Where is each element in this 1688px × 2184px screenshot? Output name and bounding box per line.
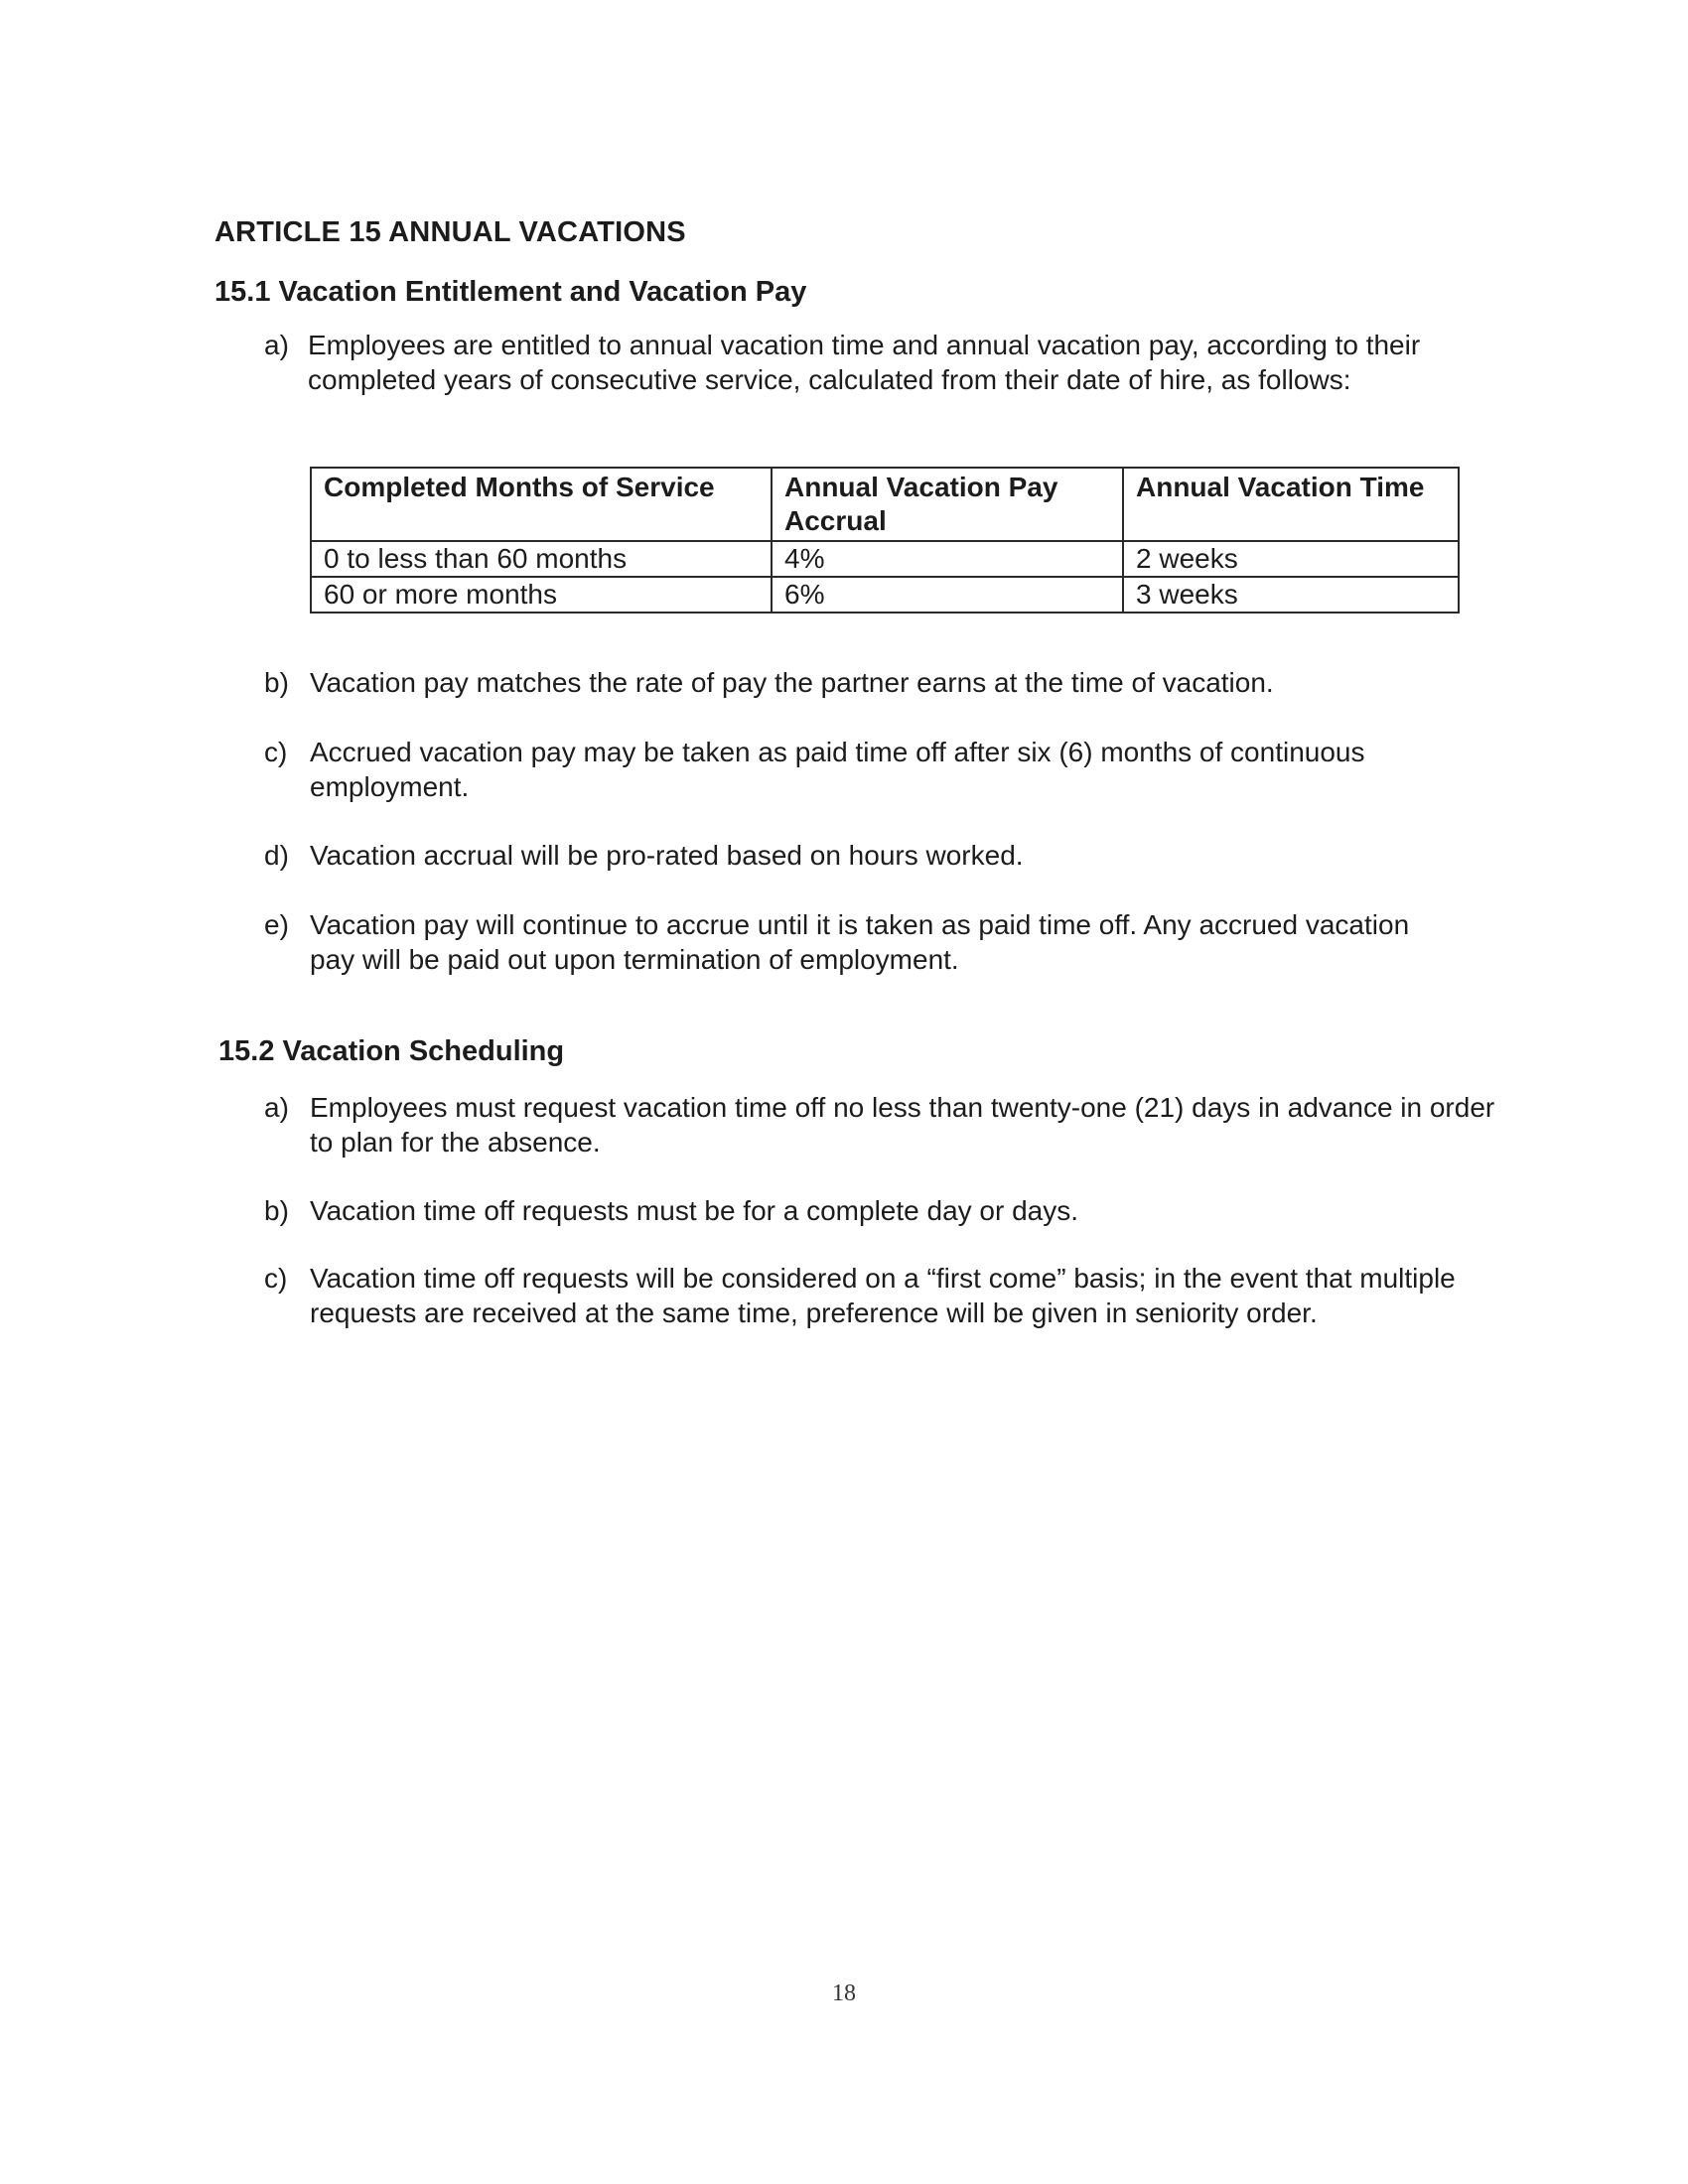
list-item bbox=[264, 1193, 1485, 1228]
list-item-text: Vacation time off requests will be considered on a “first come” basis; in the event that multiple requests are received at the same time, preference will be given in seniority order. bbox=[310, 1263, 1456, 1328]
table-row bbox=[311, 541, 1459, 577]
section-title-15-1: 15.1 Vacation Entitlement and Vacation Pay bbox=[214, 276, 807, 308]
list-item bbox=[264, 1261, 1485, 1330]
table-header-row bbox=[311, 468, 1459, 541]
table-cell: 60 or more months bbox=[311, 577, 772, 613]
list-item-text: Employees must request vacation time off no less than twenty-one (21) days in advance in order to plan for the absence. bbox=[310, 1092, 1495, 1158]
list-marker: c) bbox=[264, 1263, 288, 1294]
page-number: 18 bbox=[832, 1980, 856, 2006]
table-cell: 3 weeks bbox=[1123, 577, 1459, 613]
list-marker: a) bbox=[264, 330, 289, 360]
list-marker: d) bbox=[264, 840, 289, 871]
table-cell: 0 to less than 60 months bbox=[311, 541, 772, 577]
list-item-text: Vacation pay will continue to accrue until it is taken as paid time off. Any accrued vacation pay will be paid out upon termination of employment. bbox=[310, 909, 1410, 975]
table-header-cell: Annual Vacation Pay Accrual bbox=[772, 468, 1123, 541]
list-item bbox=[264, 838, 1485, 873]
table-row bbox=[311, 577, 1459, 613]
vacation-table bbox=[310, 467, 1460, 614]
list-item bbox=[264, 328, 1485, 397]
list-marker: b) bbox=[264, 1195, 289, 1226]
list-item-text: Vacation pay matches the rate of pay the partner earns at the time of vacation. bbox=[310, 667, 1274, 698]
list-marker: a) bbox=[264, 1092, 289, 1123]
list-item-text: Employees are entitled to annual vacation time and annual vacation pay, according to their completed years of consecutive service, calculated from their date of hire, as follows: bbox=[308, 330, 1421, 395]
table-cell: 2 weeks bbox=[1123, 541, 1459, 577]
list-item-text: Accrued vacation pay may be taken as paid time off after six (6) months of continuous employment. bbox=[310, 737, 1365, 802]
list-item bbox=[264, 907, 1485, 977]
list-item-text: Vacation accrual will be pro-rated based on hours worked. bbox=[310, 840, 1024, 871]
list-marker: c) bbox=[264, 737, 288, 767]
table-cell: 4% bbox=[772, 541, 1123, 577]
list-item bbox=[264, 735, 1485, 804]
table-header-cell: Annual Vacation Time bbox=[1123, 468, 1459, 541]
list-marker: b) bbox=[264, 667, 289, 698]
article-title: ARTICLE 15 ANNUAL VACATIONS bbox=[214, 216, 686, 248]
section-title-15-2: 15.2 Vacation Scheduling bbox=[218, 1035, 565, 1067]
table-cell: 6% bbox=[772, 577, 1123, 613]
table-header-cell: Completed Months of Service bbox=[311, 468, 772, 541]
list-item bbox=[264, 665, 1485, 700]
list-item bbox=[264, 1090, 1495, 1160]
list-item-text: Vacation time off requests must be for a complete day or days. bbox=[310, 1195, 1079, 1226]
list-marker: e) bbox=[264, 909, 289, 940]
